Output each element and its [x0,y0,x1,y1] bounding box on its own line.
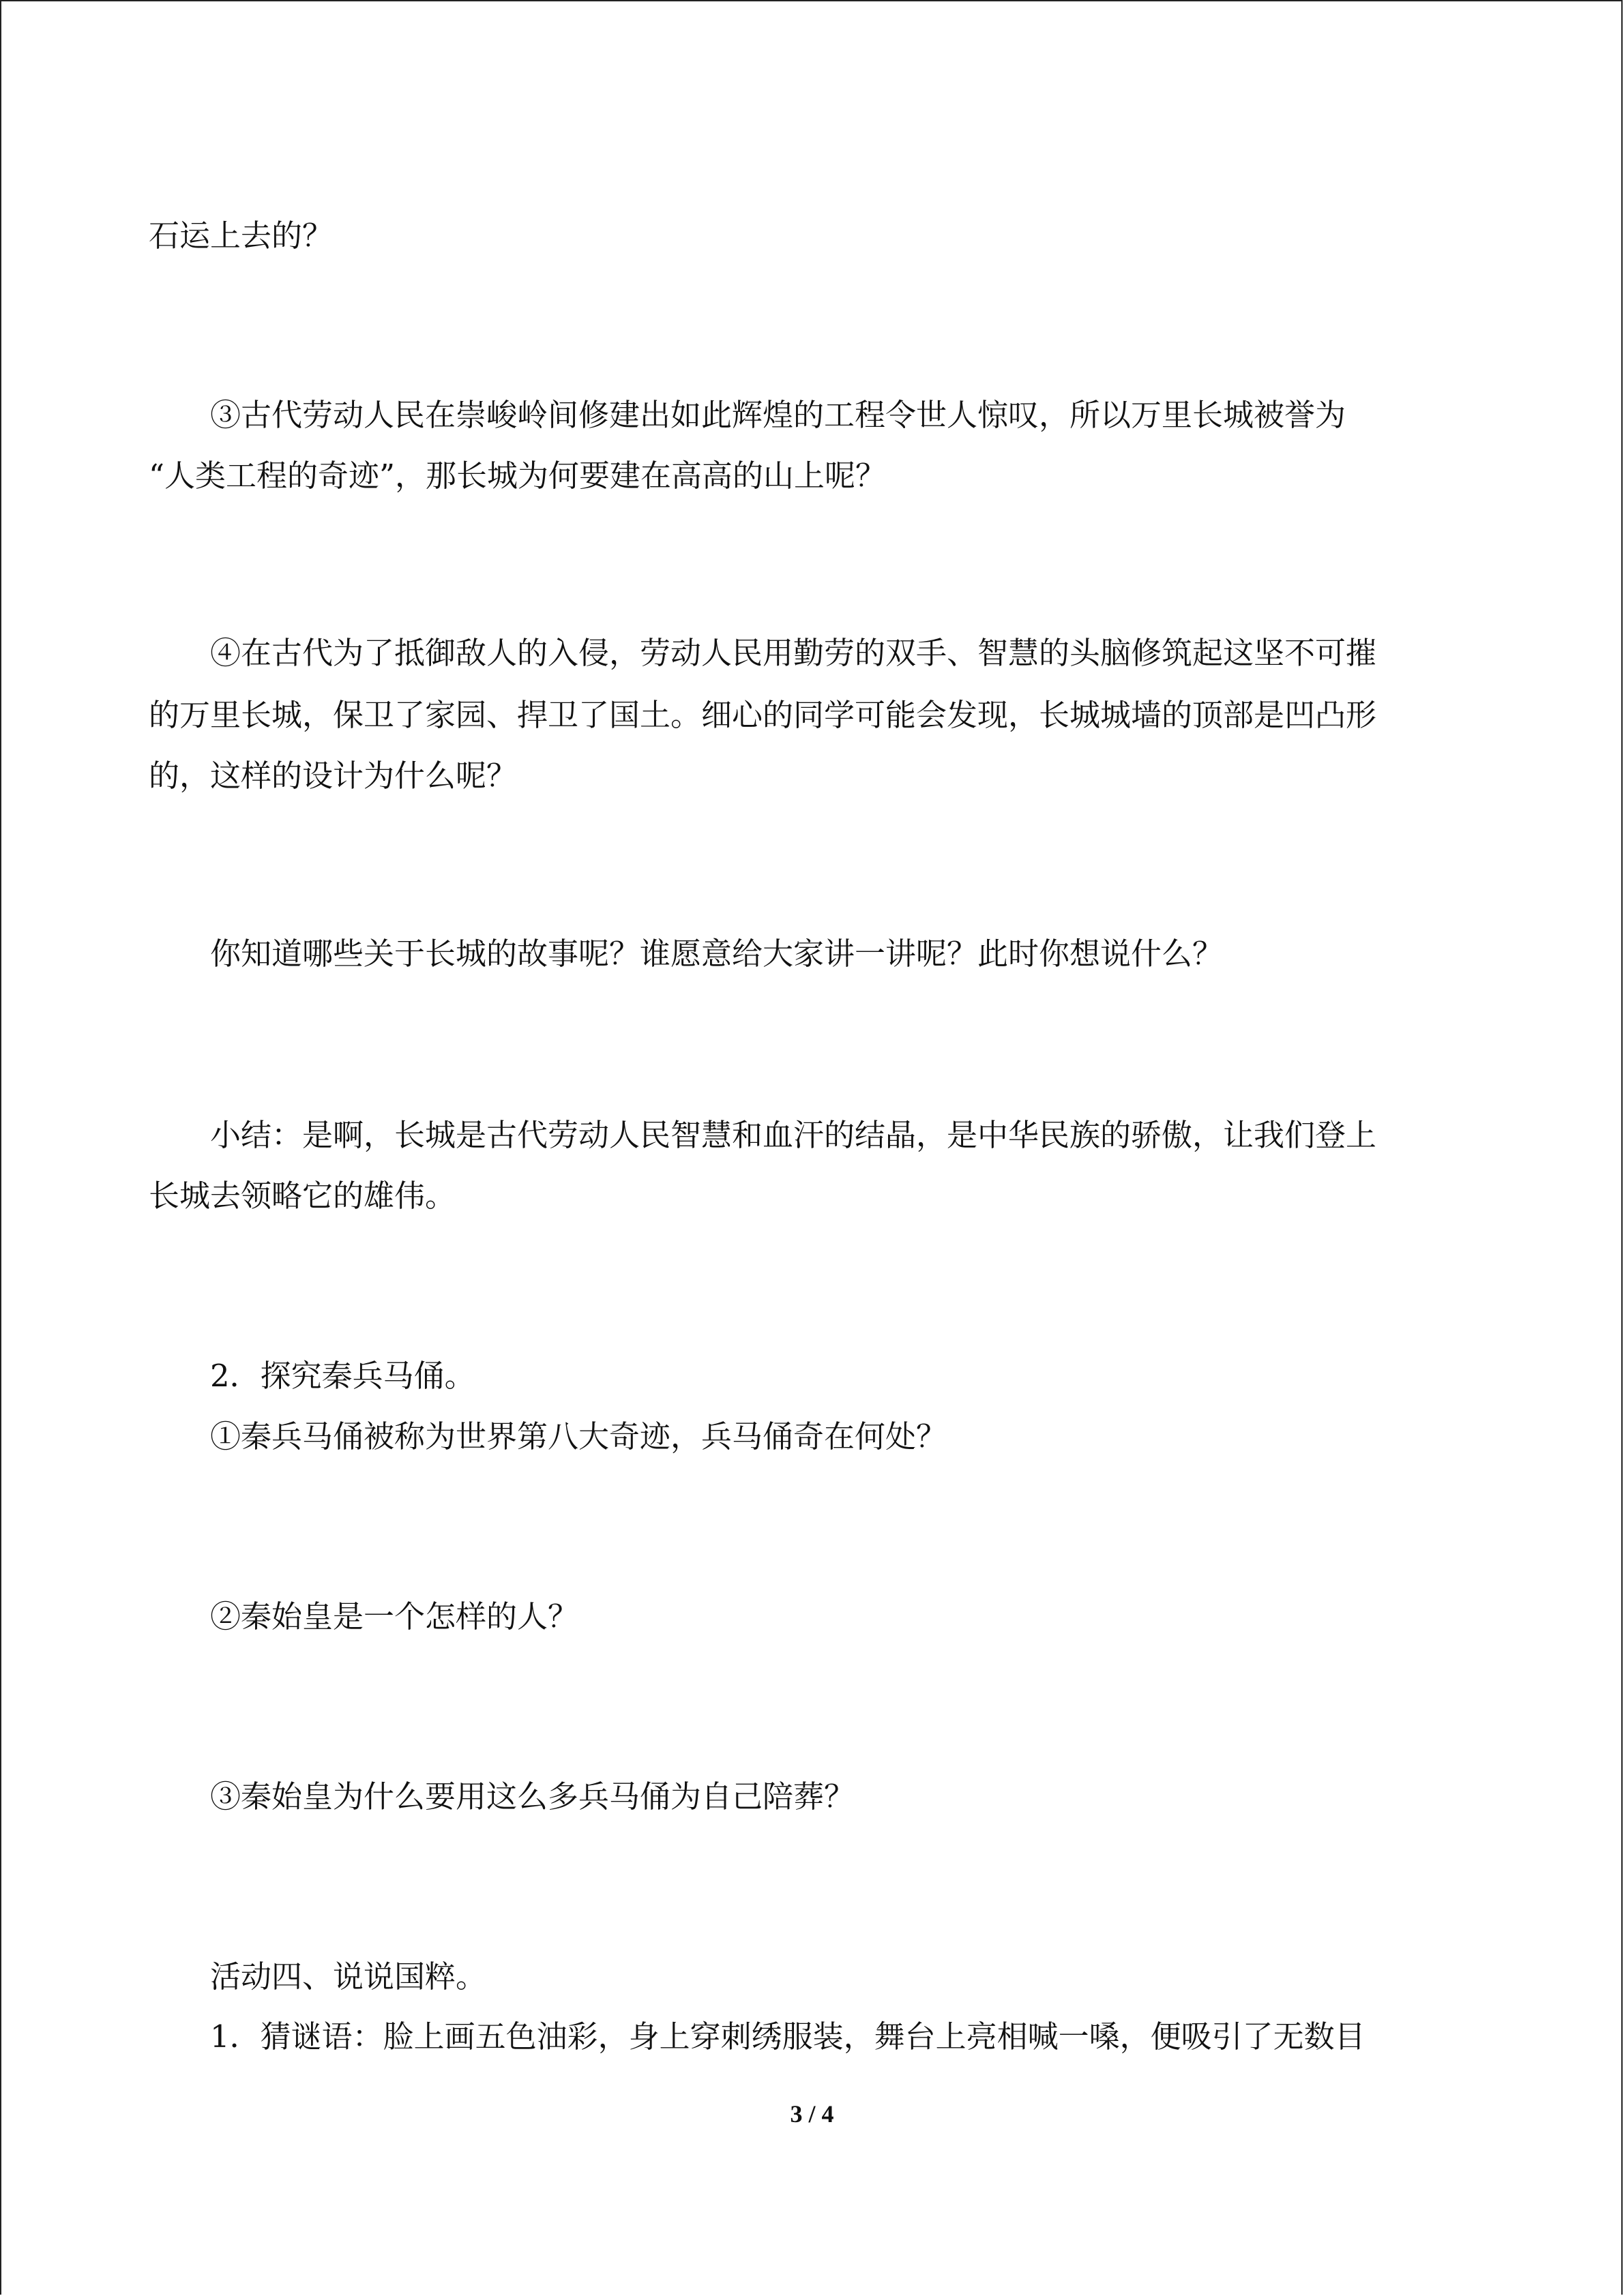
text-line: 长城去领略它的雄伟。 [149,1178,456,1214]
text-line: ①秦兵马俑被称为世界第八大奇迹，兵马俑奇在何处？ [210,1418,947,1455]
text-line: 的，这样的设计为什么呢？ [149,758,518,794]
page-number: 3 / 4 [790,2100,834,2128]
text-line: ③秦始皇为什么要用这么多兵马俑为自己陪葬？ [210,1778,855,1815]
text-line: 小结：是啊，长城是古代劳动人民智慧和血汗的结晶，是中华民族的骄傲，让我们登上 [210,1117,1377,1153]
text-line: “人类工程的奇迹”，那长城为何要建在高高的山上呢？ [149,458,887,494]
text-line: 你知道哪些关于长城的故事呢？谁愿意给大家讲一讲呢？此时你想说什么？ [210,936,1224,972]
text-line: ③古代劳动人民在崇峻岭间修建出如此辉煌的工程令世人惊叹，所以万里长城被誉为 [210,397,1346,433]
text-line: 1．猜谜语：脸上画五色油彩，身上穿刺绣服装，舞台上亮相喊一嗓，便吸引了无数目 [210,2018,1365,2055]
text-line: ④在古代为了抵御敌人的入侵，劳动人民用勤劳的双手、智慧的头脑修筑起这坚不可摧 [210,635,1377,671]
text-line: 2．探究秦兵马俑。 [210,1358,475,1394]
text-line: 石运上去的？ [149,218,334,254]
text-line: 的万里长城，保卫了家园、捍卫了国土。细心的同学可能会发现，长城城墙的顶部是凹凸形 [149,697,1377,733]
text-line: ②秦始皇是一个怎样的人？ [210,1598,579,1635]
text-line: 活动四、说说国粹。 [210,1958,487,1995]
